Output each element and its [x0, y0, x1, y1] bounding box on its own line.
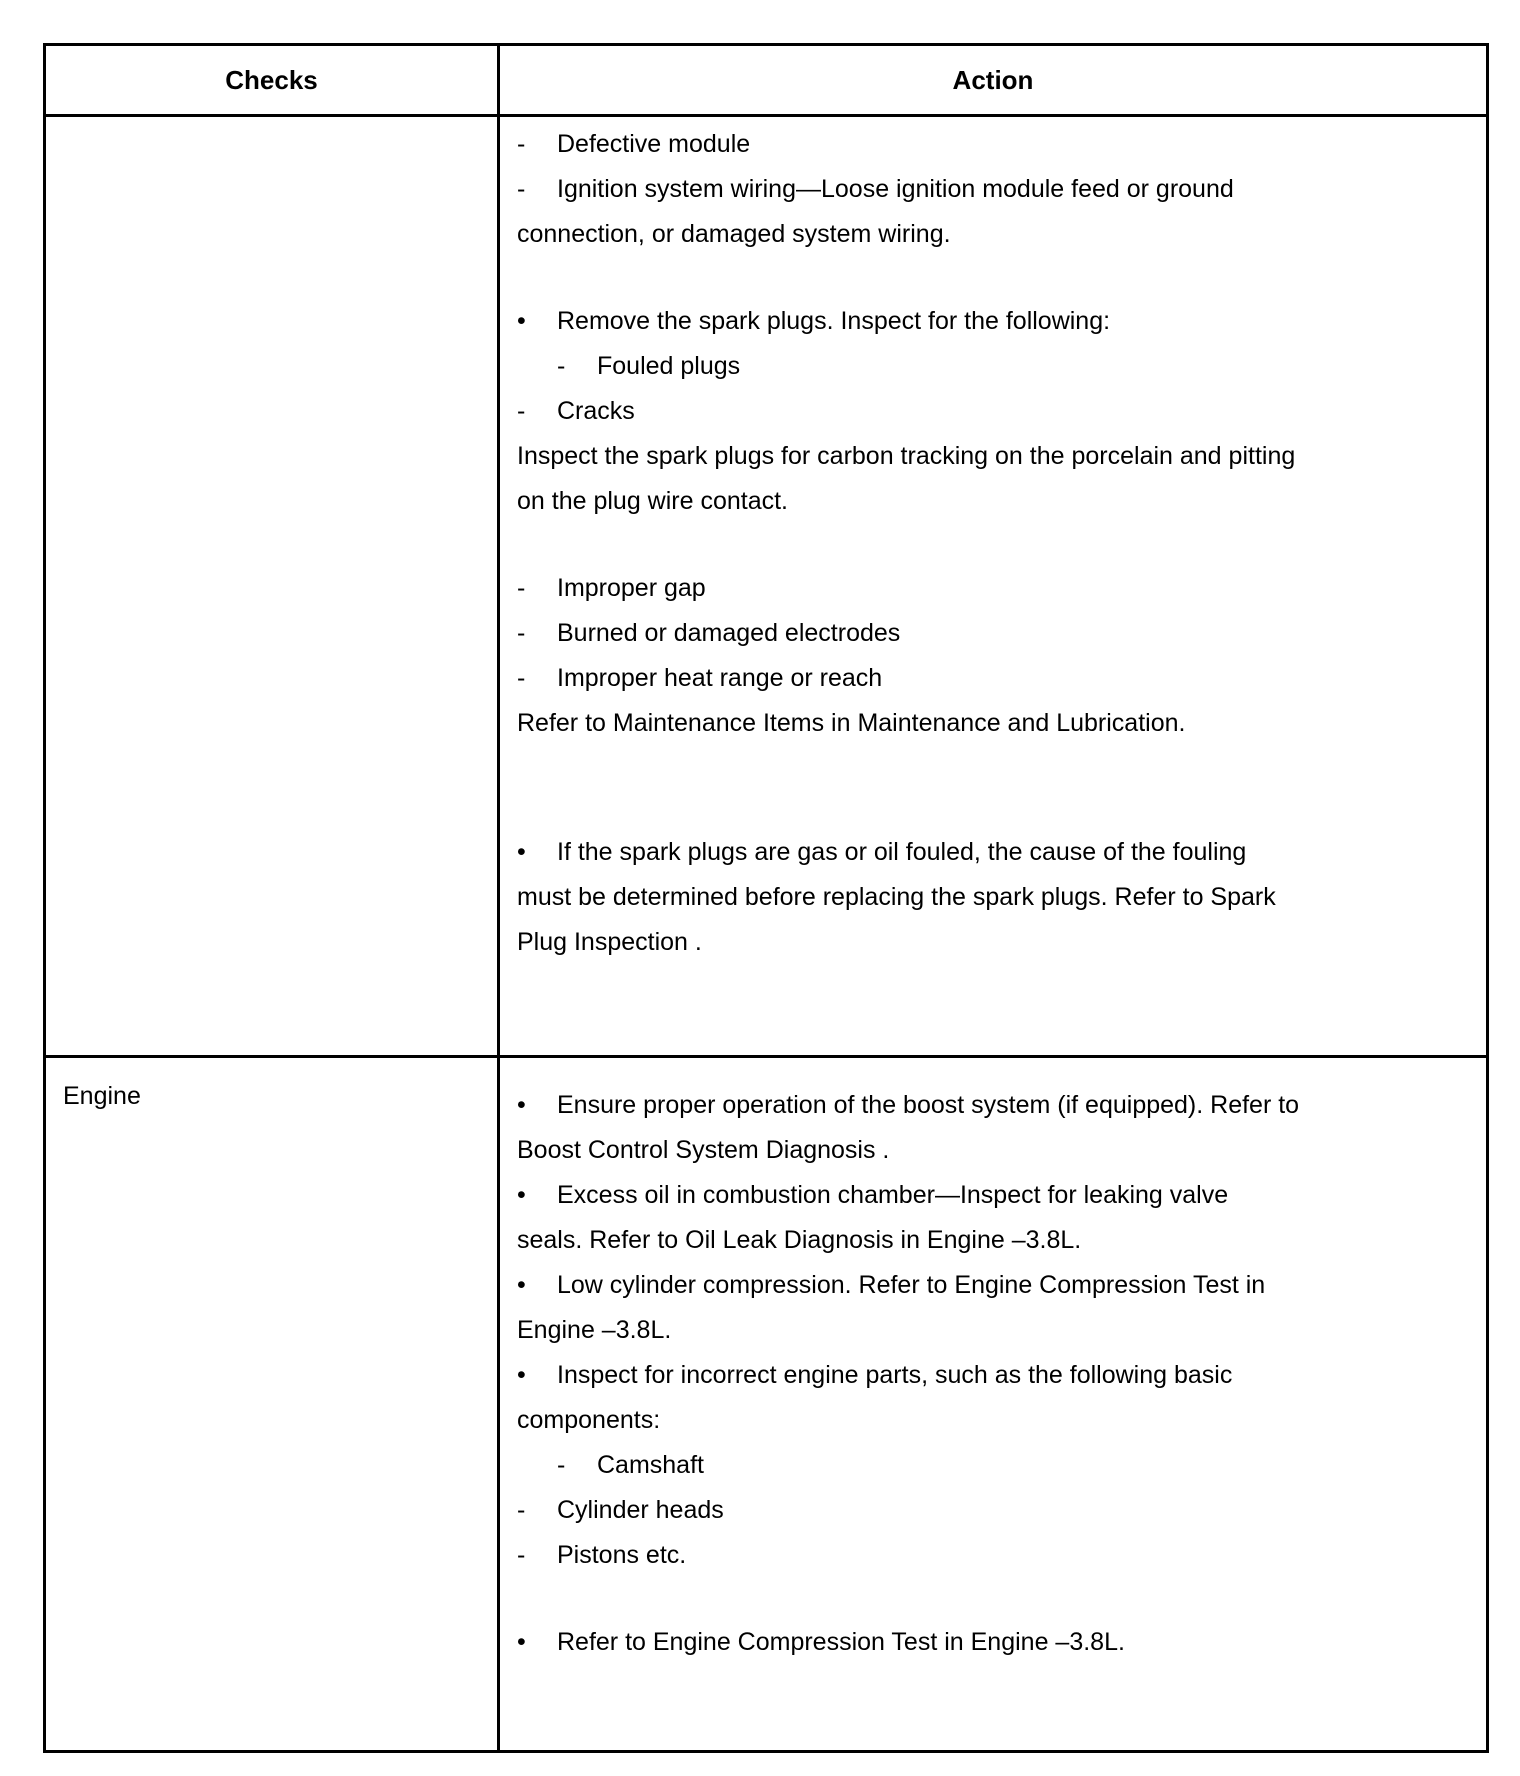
paragraph-line: components: — [517, 1406, 661, 1434]
paragraph-line: Refer to Maintenance Items in Maintenance and Lubrication. — [517, 709, 1186, 737]
column-header-action: Action — [952, 64, 1034, 95]
dash-marker: - — [557, 1451, 566, 1479]
bullet-marker: • — [517, 838, 526, 866]
list-item: - Defective module — [517, 130, 751, 158]
list-item: • Inspect for incorrect engine parts, such as the following basic — [517, 1361, 1233, 1389]
bullet-marker: • — [517, 1271, 526, 1299]
bullet-marker: • — [517, 1091, 526, 1119]
list-item: • Remove the spark plugs. Inspect for the following: — [517, 307, 1111, 335]
dash-marker: - — [517, 175, 526, 203]
paragraph-line: must be determined before replacing the spark plugs. Refer to Spark — [517, 883, 1276, 911]
dash-marker: - — [517, 574, 526, 602]
dash-marker: - — [517, 664, 526, 692]
bullet-marker: • — [517, 1361, 526, 1389]
list-item: - Fouled plugs — [557, 352, 741, 380]
checks-cell-engine: Engine — [63, 1082, 141, 1110]
paragraph-line: Inspect the spark plugs for carbon tracking on the porcelain and pitting — [517, 442, 1296, 470]
dash-marker: - — [517, 397, 526, 425]
list-item: - Pistons etc. — [517, 1541, 687, 1569]
list-item: • Excess oil in combustion chamber—Inspect for leaking valve — [517, 1181, 1229, 1209]
bullet-marker: • — [517, 1628, 526, 1656]
list-item: - Improper gap — [517, 574, 706, 602]
dash-marker: - — [557, 352, 566, 380]
list-item: • If the spark plugs are gas or oil fouled, the cause of the fouling — [517, 838, 1247, 866]
paragraph-line: on the plug wire contact. — [517, 487, 788, 515]
list-item: - Ignition system wiring—Loose ignition module feed or ground — [517, 175, 1234, 203]
dash-marker: - — [517, 1541, 526, 1569]
column-divider — [497, 46, 500, 1750]
column-header-checks: Checks — [225, 64, 318, 95]
bullet-marker: • — [517, 1181, 526, 1209]
list-item: - Camshaft — [557, 1451, 704, 1479]
header-divider — [46, 114, 1486, 117]
paragraph-line: Boost Control System Diagnosis . — [517, 1136, 890, 1164]
dash-marker: - — [517, 619, 526, 647]
list-item: - Cracks — [517, 397, 635, 425]
paragraph-line: seals. Refer to Oil Leak Diagnosis in Engine –3.8L. — [517, 1226, 1082, 1254]
diagnostic-table — [43, 43, 1489, 1753]
row-divider — [46, 1055, 1486, 1058]
dash-marker: - — [517, 130, 526, 158]
list-item: • Low cylinder compression. Refer to Engine Compression Test in — [517, 1271, 1266, 1299]
bullet-marker: • — [517, 307, 526, 335]
list-item: • Ensure proper operation of the boost system (if equipped). Refer to — [517, 1091, 1300, 1119]
list-item: - Cylinder heads — [517, 1496, 724, 1524]
list-item: - Improper heat range or reach — [517, 664, 883, 692]
list-item: • Refer to Engine Compression Test in Engine –3.8L. — [517, 1628, 1125, 1656]
paragraph-line: Plug Inspection . — [517, 928, 702, 956]
paragraph-line: Engine –3.8L. — [517, 1316, 672, 1344]
list-item: - Burned or damaged electrodes — [517, 619, 901, 647]
list-item-continuation: connection, or damaged system wiring. — [517, 220, 951, 248]
dash-marker: - — [517, 1496, 526, 1524]
